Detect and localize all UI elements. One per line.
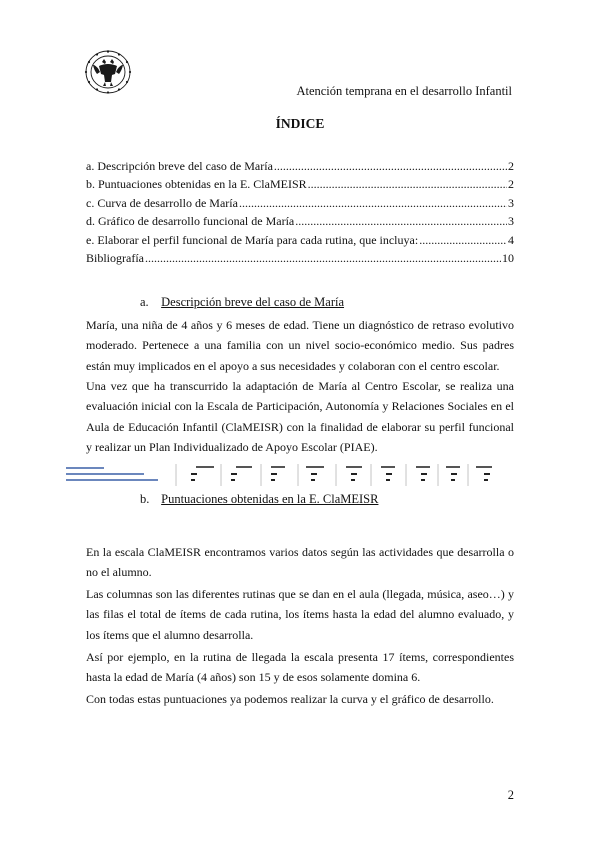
toc-entry-page: 3 xyxy=(508,195,514,210)
section-b-title: Puntuaciones obtenidas en la E. ClaMEISR xyxy=(161,492,379,506)
toc-entry[interactable] xyxy=(86,231,514,249)
toc-entry[interactable] xyxy=(86,194,514,212)
section-a-paragraph: María, una niña de 4 años y 6 meses de edad. Tiene un diagnóstico de retraso evolutivo moderado. Pertenece a una familia con un nivel socio-económico medio. Sus padres están muy implicados en el apoyo a sus necesidades y colaboran con el centro escolar. xyxy=(86,318,514,373)
page-number: 2 xyxy=(507,788,514,802)
toc-entry-page: 10 xyxy=(502,250,514,265)
toc-leader-dots xyxy=(145,249,501,267)
toc-entry[interactable] xyxy=(86,249,514,267)
section-a-label: a. xyxy=(140,295,149,309)
toc-leader-dots xyxy=(239,194,507,212)
section-b-paragraph: Con todas estas puntuaciones ya podemos realizar la curva y el gráfico de desarrollo. xyxy=(86,692,494,706)
section-a-paragraph: Una vez que ha transcurrido la adaptación de María al Centro Escolar, se realiza una evaluación inicial con la Escala de Participación, Autonomía y Relaciones Sociales en el Aula de Educación Infantil (ClaMEISR) con la finalidad de elaborar su perfil funcional y realizar un Plan Individualizado de Apoyo Escolar (PIAE). xyxy=(86,379,514,454)
toc-entry[interactable] xyxy=(86,212,514,230)
university-seal-icon xyxy=(78,46,138,96)
toc-entry-page: 2 xyxy=(508,177,514,192)
score-table-thumbnail xyxy=(66,464,502,486)
toc-entry-page: 2 xyxy=(508,159,514,173)
toc-entry[interactable] xyxy=(86,175,514,193)
table-of-contents xyxy=(86,157,514,267)
section-b-label: b. xyxy=(140,492,150,506)
toc-title: ÍNDICE xyxy=(275,116,325,131)
toc-leader-dots xyxy=(419,231,507,249)
section-b-paragraph: Así por ejemplo, en la rutina de llegada la escala presenta 17 ítems, correspondientes hasta la edad de María (4 años) son 15 y de esos solamente domina 6. xyxy=(86,650,514,685)
toc-entry-title: d. Gráfico de desarrollo funcional de María xyxy=(86,214,295,229)
toc-entry-title: c. Curva de desarrollo de María xyxy=(86,195,238,210)
toc-leader-dots xyxy=(274,157,507,175)
toc-leader-dots xyxy=(295,212,507,230)
section-b-heading xyxy=(140,492,378,507)
section-a-heading xyxy=(140,295,344,310)
toc-entry[interactable] xyxy=(86,157,514,175)
toc-entry-title: e. Elaborar el perfil funcional de María para cada rutina, que incluya: xyxy=(86,232,419,247)
toc-entry-page: 4 xyxy=(508,232,514,247)
section-b-paragraph: Las columnas son las diferentes rutinas que se dan en el aula (llegada, música, aseo…) y las filas el total de ítems de cada rutina, los ítems hasta la edad del alumno evaluado, y los ítems que el alumno desarrolla. xyxy=(86,587,514,642)
section-b-paragraph: En la escala ClaMEISR encontramos varios datos según las actividades que desarrolla o no el alumno. xyxy=(86,545,514,580)
toc-entry-title: a. Descripción breve del caso de María xyxy=(86,159,273,173)
toc-entry-title: Bibliografía xyxy=(86,250,144,265)
running-header: Atención temprana en el desarrollo Infantil xyxy=(296,84,512,98)
toc-entry-title: b. Puntuaciones obtenidas en la E. ClaMEISR xyxy=(86,177,307,192)
toc-leader-dots xyxy=(308,175,507,193)
toc-entry-page: 3 xyxy=(508,214,514,229)
section-a-title: Descripción breve del caso de María xyxy=(161,295,345,309)
